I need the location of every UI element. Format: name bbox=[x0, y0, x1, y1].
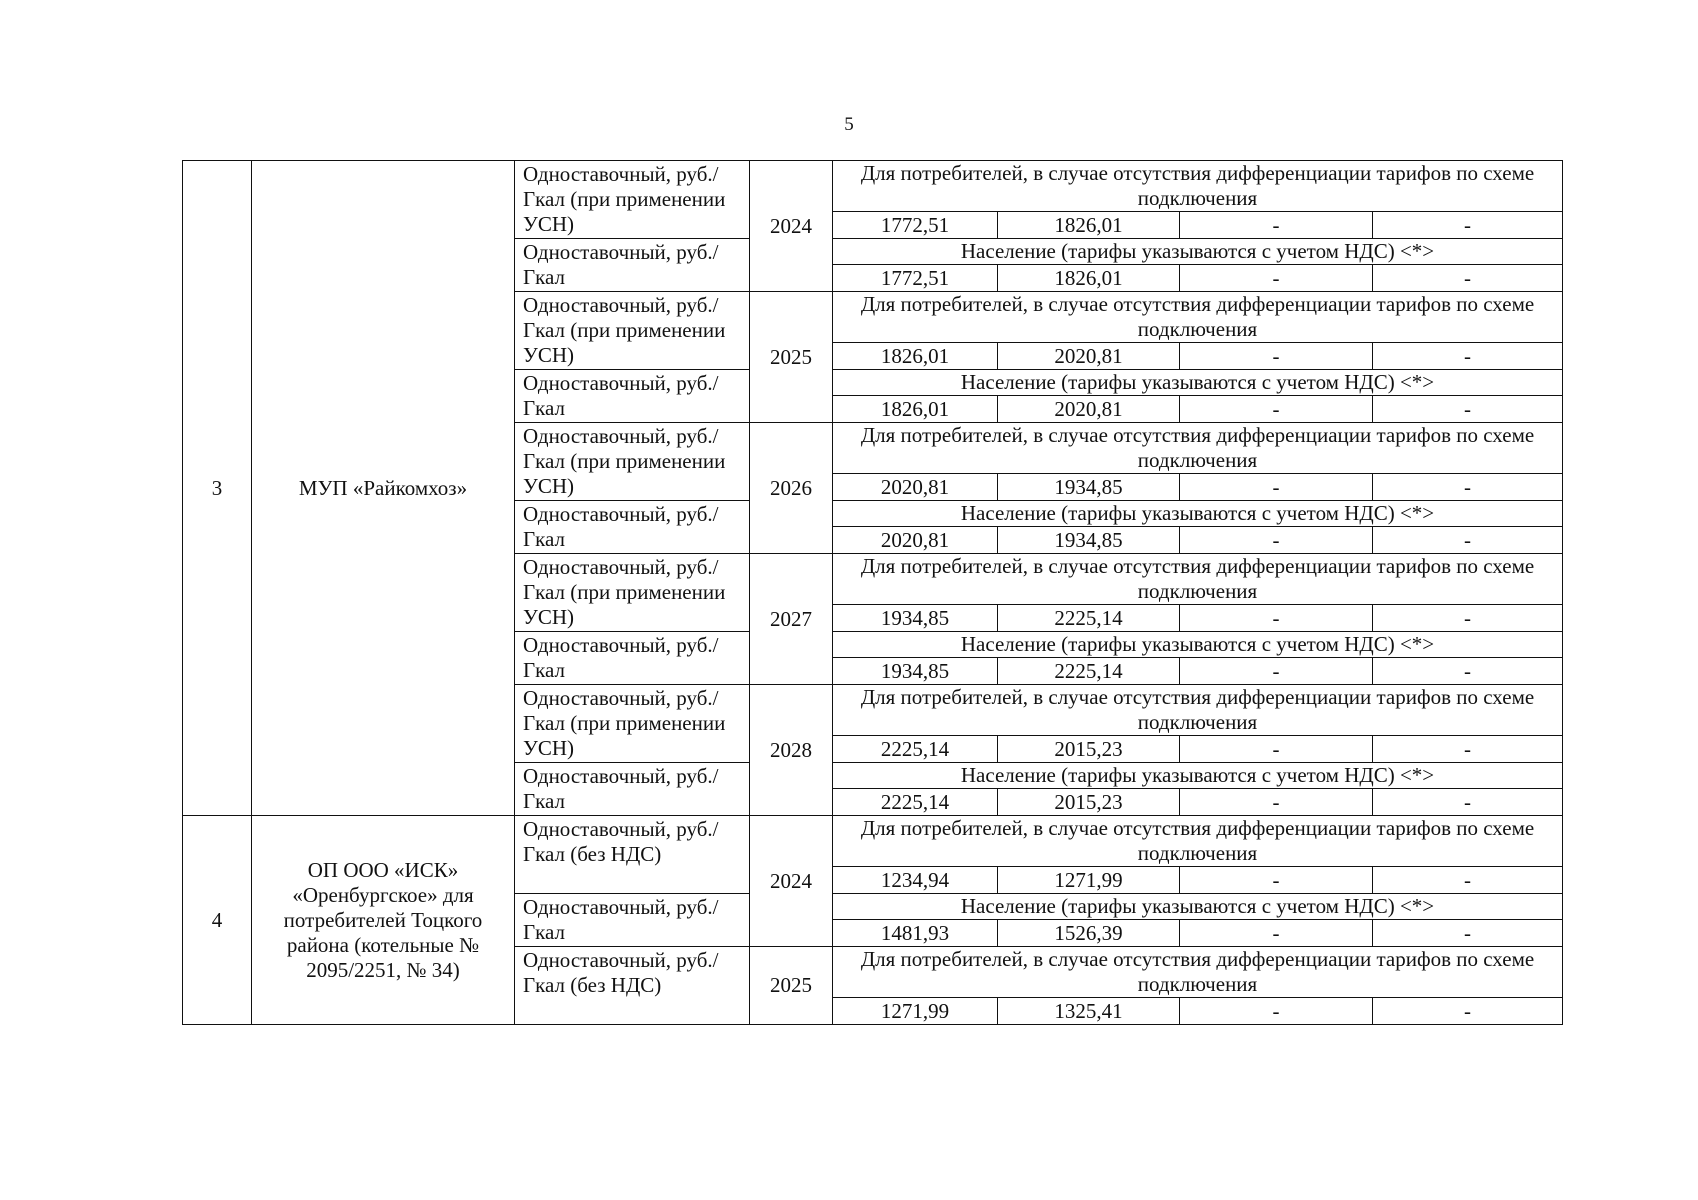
tariff-value-3: - bbox=[1180, 789, 1373, 816]
tariff-type: Одноставочный, руб./Гкал bbox=[515, 501, 750, 554]
tariff-type: Одноставочный, руб./Гкал (при применении УСН) bbox=[515, 554, 750, 632]
tariff-value-1: 1934,85 bbox=[833, 605, 998, 632]
tariff-type: Одноставочный, руб./Гкал (при применении УСН) bbox=[515, 292, 750, 370]
tariff-value-3: - bbox=[1180, 474, 1373, 501]
tariff-value-1: 1234,94 bbox=[833, 867, 998, 894]
tariff-type: Одноставочный, руб./Гкал (без НДС) bbox=[515, 947, 750, 1025]
tariff-type: Одноставочный, руб./Гкал bbox=[515, 894, 750, 947]
tariff-value-4: - bbox=[1373, 474, 1563, 501]
page-number: 5 bbox=[844, 114, 854, 135]
tariff-value-4: - bbox=[1373, 789, 1563, 816]
year-cell: 2024 bbox=[750, 816, 833, 947]
tariff-value-4: - bbox=[1373, 605, 1563, 632]
consumers-header: Для потребителей, в случае отсутствия дифференциации тарифов по схеме подключения bbox=[833, 816, 1563, 867]
tariff-type: Одноставочный, руб./Гкал bbox=[515, 370, 750, 423]
tariff-value-2: 2015,23 bbox=[998, 736, 1180, 763]
org-name: ОП ООО «ИСК» «Оренбургское» для потребителей Тоцкого района (котельные № 2095/2251, № 34) bbox=[252, 816, 515, 1025]
tariff-value-3: - bbox=[1180, 343, 1373, 370]
tariff-value-2: 1526,39 bbox=[998, 920, 1180, 947]
consumers-header: Для потребителей, в случае отсутствия дифференциации тарифов по схеме подключения bbox=[833, 292, 1563, 343]
consumers-header: Для потребителей, в случае отсутствия дифференциации тарифов по схеме подключения bbox=[833, 423, 1563, 474]
year-cell: 2025 bbox=[750, 947, 833, 1025]
population-header: Население (тарифы указываются с учетом НДС) <*> bbox=[833, 763, 1563, 789]
tariff-type: Одноставочный, руб./Гкал bbox=[515, 632, 750, 685]
tariff-value-3: - bbox=[1180, 867, 1373, 894]
tariff-value-2: 1934,85 bbox=[998, 474, 1180, 501]
tariff-header-row bbox=[183, 161, 1563, 212]
tariff-value-1: 1934,85 bbox=[833, 658, 998, 685]
tariff-type: Одноставочный, руб./Гкал (при применении УСН) bbox=[515, 423, 750, 501]
tariff-value-4: - bbox=[1373, 658, 1563, 685]
tariff-value-4: - bbox=[1373, 527, 1563, 554]
consumers-header: Для потребителей, в случае отсутствия дифференциации тарифов по схеме подключения bbox=[833, 947, 1563, 998]
year-cell: 2027 bbox=[750, 554, 833, 685]
tariff-value-4: - bbox=[1373, 212, 1563, 239]
tariff-value-3: - bbox=[1180, 605, 1373, 632]
tariff-type: Одноставочный, руб./Гкал (при применении УСН) bbox=[515, 161, 750, 239]
year-cell: 2026 bbox=[750, 423, 833, 554]
tariff-value-3: - bbox=[1180, 212, 1373, 239]
population-header: Население (тарифы указываются с учетом НДС) <*> bbox=[833, 894, 1563, 920]
tariff-type: Одноставочный, руб./Гкал bbox=[515, 763, 750, 816]
year-cell: 2028 bbox=[750, 685, 833, 816]
tariff-value-1: 1826,01 bbox=[833, 396, 998, 423]
tariff-value-2: 1934,85 bbox=[998, 527, 1180, 554]
tariff-type: Одноставочный, руб./Гкал (при применении УСН) bbox=[515, 685, 750, 763]
org-number: 3 bbox=[183, 161, 252, 816]
tariff-value-3: - bbox=[1180, 527, 1373, 554]
tariff-type: Одноставочный, руб./Гкал (без НДС) bbox=[515, 816, 750, 894]
tariff-value-1: 2225,14 bbox=[833, 736, 998, 763]
tariff-table bbox=[182, 160, 1563, 1025]
tariff-value-3: - bbox=[1180, 265, 1373, 292]
org-name: МУП «Райкомхоз» bbox=[252, 161, 515, 816]
tariff-value-2: 1271,99 bbox=[998, 867, 1180, 894]
year-cell: 2025 bbox=[750, 292, 833, 423]
tariff-value-2: 2020,81 bbox=[998, 343, 1180, 370]
tariff-value-2: 2015,23 bbox=[998, 789, 1180, 816]
org-number: 4 bbox=[183, 816, 252, 1025]
tariff-value-2: 1826,01 bbox=[998, 212, 1180, 239]
tariff-value-1: 1481,93 bbox=[833, 920, 998, 947]
tariff-value-2: 2225,14 bbox=[998, 658, 1180, 685]
tariff-value-1: 1772,51 bbox=[833, 212, 998, 239]
tariff-value-1: 2225,14 bbox=[833, 789, 998, 816]
tariff-value-4: - bbox=[1373, 343, 1563, 370]
tariff-value-3: - bbox=[1180, 998, 1373, 1025]
tariff-value-4: - bbox=[1373, 736, 1563, 763]
tariff-value-3: - bbox=[1180, 736, 1373, 763]
tariff-value-4: - bbox=[1373, 396, 1563, 423]
tariff-value-4: - bbox=[1373, 265, 1563, 292]
tariff-value-3: - bbox=[1180, 920, 1373, 947]
tariff-value-4: - bbox=[1373, 867, 1563, 894]
tariff-value-4: - bbox=[1373, 920, 1563, 947]
tariff-header-row bbox=[183, 816, 1563, 867]
tariff-value-3: - bbox=[1180, 658, 1373, 685]
tariff-value-4: - bbox=[1373, 998, 1563, 1025]
tariff-value-1: 1772,51 bbox=[833, 265, 998, 292]
year-cell: 2024 bbox=[750, 161, 833, 292]
consumers-header: Для потребителей, в случае отсутствия дифференциации тарифов по схеме подключения bbox=[833, 554, 1563, 605]
consumers-header: Для потребителей, в случае отсутствия дифференциации тарифов по схеме подключения bbox=[833, 685, 1563, 736]
tariff-value-1: 2020,81 bbox=[833, 527, 998, 554]
consumers-header: Для потребителей, в случае отсутствия дифференциации тарифов по схеме подключения bbox=[833, 161, 1563, 212]
tariff-value-1: 1826,01 bbox=[833, 343, 998, 370]
tariff-value-2: 2020,81 bbox=[998, 396, 1180, 423]
tariff-value-1: 1271,99 bbox=[833, 998, 998, 1025]
population-header: Население (тарифы указываются с учетом НДС) <*> bbox=[833, 632, 1563, 658]
tariff-value-3: - bbox=[1180, 396, 1373, 423]
tariff-value-2: 1325,41 bbox=[998, 998, 1180, 1025]
population-header: Население (тарифы указываются с учетом НДС) <*> bbox=[833, 370, 1563, 396]
tariff-type: Одноставочный, руб./Гкал bbox=[515, 239, 750, 292]
tariff-value-2: 2225,14 bbox=[998, 605, 1180, 632]
population-header: Население (тарифы указываются с учетом НДС) <*> bbox=[833, 239, 1563, 265]
tariff-value-1: 2020,81 bbox=[833, 474, 998, 501]
tariff-value-2: 1826,01 bbox=[998, 265, 1180, 292]
population-header: Население (тарифы указываются с учетом НДС) <*> bbox=[833, 501, 1563, 527]
